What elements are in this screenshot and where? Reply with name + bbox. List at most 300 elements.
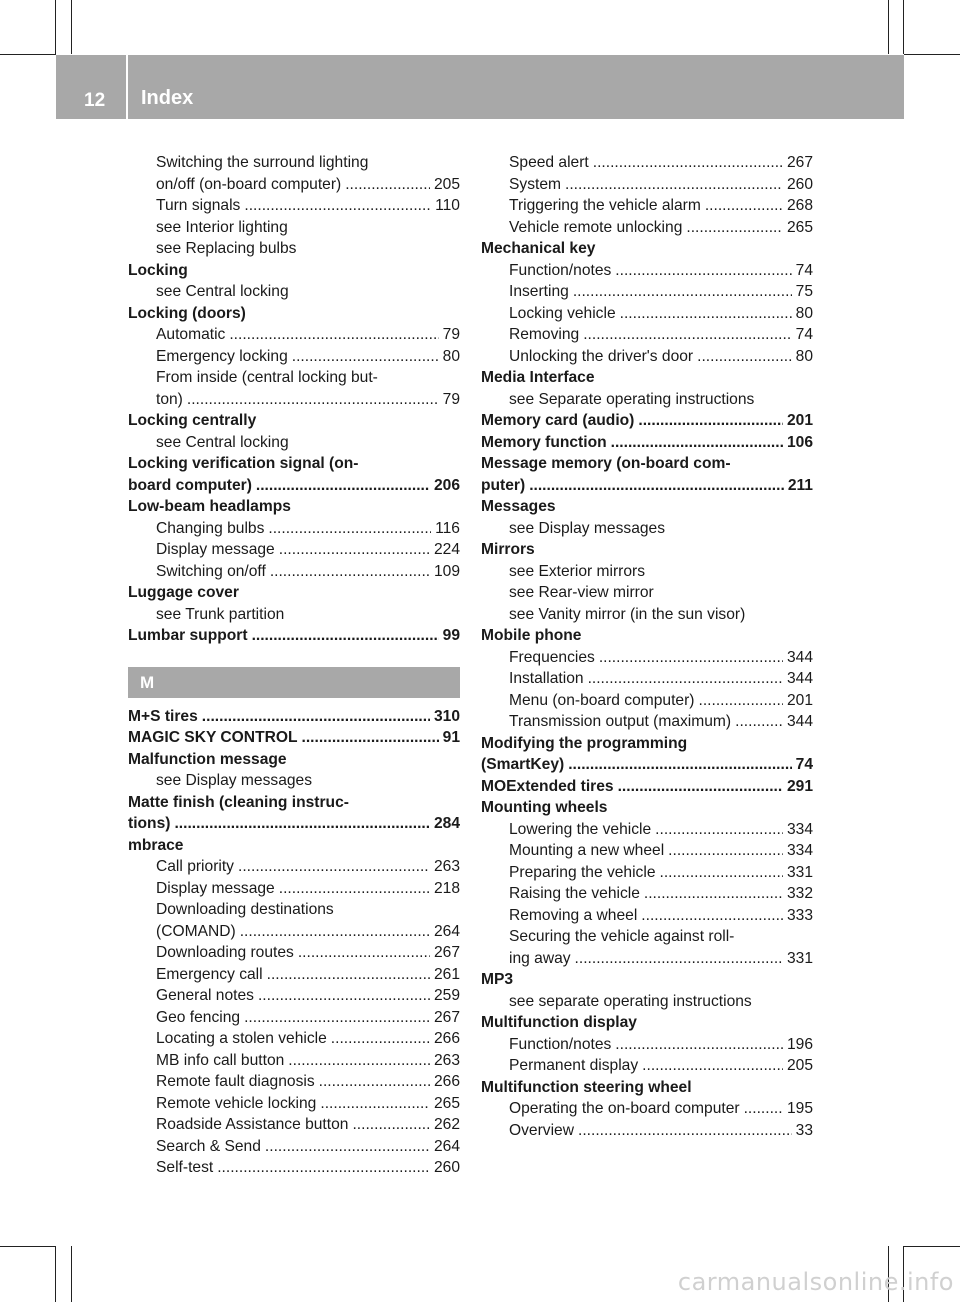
page-reference: 333 xyxy=(786,906,813,924)
page-reference: 99 xyxy=(442,627,460,644)
index-subentry xyxy=(128,539,460,561)
entry-text: Modifying the programming xyxy=(481,734,688,752)
dot-leader xyxy=(229,324,438,346)
index-entry xyxy=(481,797,813,819)
entry-text: Menu (on-board computer) xyxy=(509,691,695,709)
entry-text: ton) xyxy=(156,390,183,408)
index-subentry xyxy=(481,518,813,540)
entry-text: Locking verification signal (on- xyxy=(128,455,359,472)
entry-text: Speed alert xyxy=(509,154,589,171)
index-subentry xyxy=(128,174,460,196)
index-entry xyxy=(128,749,460,771)
index-subentry xyxy=(128,1157,460,1179)
section-letter: M xyxy=(140,672,155,692)
dot-leader xyxy=(583,324,791,346)
entry-text: see Central locking xyxy=(156,283,289,300)
index-subentry xyxy=(481,174,813,196)
index-subentry xyxy=(128,432,460,454)
index-subentry xyxy=(128,770,460,792)
entry-text: see Interior lighting xyxy=(156,218,288,236)
page-reference: 344 xyxy=(786,670,813,687)
entry-text: Multifunction steering wheel xyxy=(481,1078,692,1096)
entry-text: Downloading destinations xyxy=(156,901,334,918)
dot-leader xyxy=(638,410,783,432)
page-reference: 331 xyxy=(786,949,813,967)
page-reference: 206 xyxy=(433,476,460,494)
entry-text: see Separate operating instructions xyxy=(509,390,755,408)
entry-text: General notes xyxy=(156,987,254,1004)
page-reference: 264 xyxy=(433,1137,460,1155)
index-subentry xyxy=(481,281,813,303)
entry-text: see separate operating instructions xyxy=(509,992,752,1010)
index-subentry xyxy=(128,367,460,389)
index-subentry xyxy=(128,518,460,540)
dot-leader xyxy=(320,1093,430,1115)
entry-text: Memory card (audio) xyxy=(481,412,635,429)
dot-leader xyxy=(642,1055,783,1077)
index-subentry xyxy=(128,281,460,303)
entry-text: puter) xyxy=(481,476,526,494)
page-reference: 110 xyxy=(435,197,460,214)
page-reference: 109 xyxy=(433,562,460,580)
page-reference: 291 xyxy=(786,777,813,795)
entry-text: Remote fault diagnosis xyxy=(156,1073,315,1090)
entry-text: Emergency call xyxy=(156,965,263,983)
index-entry xyxy=(481,496,813,518)
index-subentry xyxy=(481,217,813,239)
page-reference: 334 xyxy=(786,842,813,859)
dot-leader xyxy=(267,964,430,986)
page-reference: 267 xyxy=(433,1008,460,1026)
entry-text: Vehicle remote unlocking xyxy=(509,218,683,236)
index-subentry xyxy=(481,1098,813,1120)
entry-text: Call priority xyxy=(156,858,234,875)
index-subentry xyxy=(481,604,813,626)
entry-text: Multifunction display xyxy=(481,1014,637,1031)
entry-text: System xyxy=(509,175,561,193)
dot-leader xyxy=(686,217,783,239)
entry-text: Locking vehicle xyxy=(509,304,616,322)
crop-mark xyxy=(0,54,56,55)
entry-text: MAGIC SKY CONTROL xyxy=(128,729,298,746)
entry-text: Locking xyxy=(128,261,188,279)
entry-text: Roadside Assistance button xyxy=(156,1116,349,1133)
index-subentry xyxy=(128,604,460,626)
page-reference: 262 xyxy=(433,1116,460,1133)
entry-text: see Vanity mirror (in the sun visor) xyxy=(509,605,746,623)
entry-text: Unlocking the driver's door xyxy=(509,347,694,365)
entry-text: Emergency locking xyxy=(156,347,288,365)
dot-leader xyxy=(244,1007,430,1029)
index-subentry xyxy=(128,1136,460,1158)
page-reference: 224 xyxy=(433,541,460,558)
entry-text: Locating a stolen vehicle xyxy=(156,1030,327,1047)
index-entry xyxy=(128,475,460,497)
entry-text: Mounting a new wheel xyxy=(509,842,665,859)
page-reference: 267 xyxy=(786,154,813,171)
dot-leader xyxy=(644,883,783,905)
page-reference: 74 xyxy=(795,326,813,343)
entry-text: Removing a wheel xyxy=(509,906,638,924)
index-entry xyxy=(128,625,460,647)
index-subentry xyxy=(481,561,813,583)
page-reference: 80 xyxy=(442,347,460,365)
dot-leader xyxy=(258,985,430,1007)
index-subentry xyxy=(481,668,813,690)
entry-text: Removing xyxy=(509,326,580,343)
page-reference: 334 xyxy=(786,820,813,838)
entry-text: on/off (on-board computer) xyxy=(156,175,342,193)
entry-text: MP3 xyxy=(481,971,514,988)
dot-leader xyxy=(279,539,430,561)
index-entry xyxy=(128,813,460,835)
entry-text: Installation xyxy=(509,670,584,687)
page-reference: 265 xyxy=(786,218,813,236)
entry-text: Matte finish (cleaning instruc- xyxy=(128,793,349,811)
page-reference: 205 xyxy=(433,175,460,193)
dot-leader xyxy=(279,878,430,900)
entry-text: see Exterior mirrors xyxy=(509,562,646,580)
index-subentry xyxy=(481,582,813,604)
entry-text: Display message xyxy=(156,541,275,558)
index-entry xyxy=(481,432,813,454)
index-entry xyxy=(128,727,460,749)
entry-text: mbrace xyxy=(128,836,184,854)
page-reference: 106 xyxy=(786,433,813,451)
entry-text: Switching the surround lighting xyxy=(156,154,369,171)
index-entry xyxy=(128,453,460,475)
index-subentry xyxy=(481,152,813,174)
dot-leader xyxy=(244,195,431,217)
index-subentry xyxy=(481,862,813,884)
index-subentry xyxy=(128,856,460,878)
index-subentry xyxy=(481,905,813,927)
page-reference: 266 xyxy=(433,1073,460,1090)
dot-leader xyxy=(319,1071,430,1093)
entry-text: Luggage cover xyxy=(128,584,239,601)
entry-text: see Rear-view mirror xyxy=(509,584,654,601)
index-entry xyxy=(128,792,460,814)
entry-text: Lowering the vehicle xyxy=(509,820,652,838)
entry-text: Geo fencing xyxy=(156,1008,241,1026)
entry-text: Transmission output (maximum) xyxy=(509,713,732,730)
dot-leader xyxy=(705,195,783,217)
entry-text: Permanent display xyxy=(509,1057,639,1074)
dot-leader xyxy=(529,475,784,497)
index-entry xyxy=(481,410,813,432)
entry-text: Remote vehicle locking xyxy=(156,1094,317,1112)
entry-text: Mounting wheels xyxy=(481,799,608,816)
index-subentry xyxy=(481,346,813,368)
entry-text: Turn signals xyxy=(156,197,241,214)
entry-text: see Display messages xyxy=(156,772,313,789)
dot-leader xyxy=(331,1028,430,1050)
page-reference: 332 xyxy=(786,885,813,902)
entry-text: Switching on/off xyxy=(156,562,266,580)
index-subentry xyxy=(481,883,813,905)
page-reference: 260 xyxy=(433,1159,460,1176)
page-reference: 218 xyxy=(433,879,460,897)
dot-leader xyxy=(202,706,430,728)
index-subentry xyxy=(481,1055,813,1077)
index-subentry xyxy=(128,152,460,174)
index-entry xyxy=(128,835,460,857)
dot-leader xyxy=(615,1034,783,1056)
page-reference: 75 xyxy=(795,283,813,300)
dot-leader xyxy=(599,647,783,669)
entry-text: Messages xyxy=(481,498,556,515)
page-reference: 116 xyxy=(435,519,460,537)
dot-leader xyxy=(238,856,430,878)
entry-text: Frequencies xyxy=(509,648,595,666)
page-reference: 260 xyxy=(786,175,813,193)
entry-text: Mechanical key xyxy=(481,240,596,257)
page-reference: 74 xyxy=(795,261,813,279)
index-subentry xyxy=(128,238,460,260)
page-number: 12 xyxy=(84,90,106,111)
dot-leader xyxy=(660,862,783,884)
section-header xyxy=(128,667,460,698)
index-subentry xyxy=(481,1120,813,1142)
page-reference: 195 xyxy=(786,1100,813,1117)
index-subentry xyxy=(128,195,460,217)
entry-text: Display message xyxy=(156,879,275,897)
entry-text: MB info call button xyxy=(156,1051,285,1069)
index-subentry xyxy=(481,195,813,217)
entry-text: Locking (doors) xyxy=(128,304,246,322)
crop-mark xyxy=(55,1246,56,1302)
index-subentry xyxy=(128,1071,460,1093)
crop-mark xyxy=(903,0,904,54)
page-reference: 344 xyxy=(786,648,813,666)
entry-text: Function/notes xyxy=(509,261,612,279)
dot-leader xyxy=(575,948,783,970)
dot-leader xyxy=(698,690,782,712)
entry-text: see Display messages xyxy=(509,519,666,537)
index-entry xyxy=(128,496,460,518)
page-reference: 211 xyxy=(787,476,813,494)
index-entry xyxy=(128,260,460,282)
index-subentry xyxy=(128,1093,460,1115)
entry-text: Media Interface xyxy=(481,369,595,386)
index-entry xyxy=(128,410,460,432)
dot-leader xyxy=(618,776,783,798)
dot-leader xyxy=(620,303,792,325)
index-subentry xyxy=(481,991,813,1013)
header-divider xyxy=(126,55,128,119)
watermark: carmanualsonline.info xyxy=(677,1268,954,1296)
index-entry xyxy=(128,706,460,728)
entry-text: Malfunction message xyxy=(128,750,287,768)
index-subentry xyxy=(481,926,813,948)
page-reference: 79 xyxy=(442,390,460,408)
index-subentry xyxy=(128,389,460,411)
entry-text: Operating the on-board computer xyxy=(509,1100,740,1117)
dot-leader xyxy=(265,1136,430,1158)
crop-mark xyxy=(71,1246,72,1302)
crop-mark xyxy=(55,0,56,54)
dot-leader xyxy=(252,625,439,647)
entry-text: Automatic xyxy=(156,326,226,343)
index-subentry xyxy=(481,260,813,282)
dot-leader xyxy=(735,711,783,733)
page-reference: 266 xyxy=(433,1030,460,1047)
index-subentry xyxy=(128,1114,460,1136)
dot-leader xyxy=(352,1114,430,1136)
crop-mark xyxy=(71,0,72,54)
page-reference: 91 xyxy=(442,729,460,746)
entry-text: Lumbar support xyxy=(128,627,248,644)
index-entry xyxy=(481,539,813,561)
page-reference: 264 xyxy=(433,922,460,940)
entry-text: Overview xyxy=(509,1121,574,1139)
dot-leader xyxy=(641,905,783,927)
dot-leader xyxy=(288,1050,430,1072)
page-reference: 261 xyxy=(433,965,460,983)
dot-leader xyxy=(697,346,792,368)
index-subentry xyxy=(128,878,460,900)
index-entry xyxy=(481,453,813,475)
index-column-left xyxy=(128,152,460,1179)
index-subentry xyxy=(481,324,813,346)
page-reference: 196 xyxy=(786,1035,813,1053)
page-reference: 267 xyxy=(433,944,460,961)
dot-leader xyxy=(302,727,439,749)
index-entry xyxy=(481,625,813,647)
entry-text: board computer) xyxy=(128,476,252,494)
index-entry xyxy=(481,367,813,389)
entry-text: From inside (central locking but- xyxy=(156,369,378,386)
crop-mark xyxy=(904,1246,960,1247)
index-subentry xyxy=(128,921,460,943)
dot-leader xyxy=(298,942,430,964)
dot-leader xyxy=(615,260,791,282)
crop-mark xyxy=(0,1246,56,1247)
entry-text: Inserting xyxy=(509,283,569,300)
crop-mark xyxy=(888,0,889,54)
entry-text: Mirrors xyxy=(481,541,535,558)
dot-leader xyxy=(573,281,792,303)
entry-text: Mobile phone xyxy=(481,627,582,644)
index-subentry xyxy=(128,1050,460,1072)
entry-text: Memory function xyxy=(481,433,607,451)
index-subentry xyxy=(481,690,813,712)
page-reference: 331 xyxy=(786,863,813,881)
index-subentry xyxy=(128,899,460,921)
index-subentry xyxy=(128,324,460,346)
page-reference: 265 xyxy=(433,1094,460,1112)
index-entry xyxy=(481,733,813,755)
dot-leader xyxy=(668,840,783,862)
page-reference: 201 xyxy=(786,412,813,429)
dot-leader xyxy=(292,346,439,368)
entry-text: Search & Send xyxy=(156,1137,261,1155)
page-title: Index xyxy=(141,87,194,109)
dot-leader xyxy=(187,389,439,411)
dot-leader xyxy=(268,518,431,540)
dot-leader xyxy=(217,1157,430,1179)
page-reference: 284 xyxy=(433,815,460,832)
index-subentry xyxy=(128,985,460,1007)
index-entry xyxy=(481,1077,813,1099)
dot-leader xyxy=(655,819,783,841)
dot-leader xyxy=(345,174,430,196)
entry-text: Self-test xyxy=(156,1159,214,1176)
index-subentry xyxy=(128,1007,460,1029)
page-reference: 268 xyxy=(786,197,813,214)
dot-leader xyxy=(240,921,430,943)
index-subentry xyxy=(128,964,460,986)
entry-text: MOExtended tires xyxy=(481,777,614,795)
index-subentry xyxy=(481,711,813,733)
index-subentry xyxy=(128,217,460,239)
entry-text: Raising the vehicle xyxy=(509,885,640,902)
dot-leader xyxy=(578,1120,792,1142)
page-reference: 205 xyxy=(786,1057,813,1074)
page-reference: 33 xyxy=(795,1121,813,1139)
crop-mark xyxy=(904,54,960,55)
dot-leader xyxy=(174,813,430,835)
entry-text: Locking centrally xyxy=(128,412,257,429)
dot-leader xyxy=(270,561,430,583)
entry-text: Preparing the vehicle xyxy=(509,863,656,881)
page-reference: 263 xyxy=(433,1051,460,1069)
entry-text: Low-beam headlamps xyxy=(128,498,291,515)
entry-text: Securing the vehicle against roll- xyxy=(509,928,735,945)
entry-text: see Central locking xyxy=(156,433,289,451)
entry-text: see Replacing bulbs xyxy=(156,240,297,257)
index-subentry xyxy=(481,303,813,325)
entry-text: tions) xyxy=(128,815,171,832)
page-reference: 201 xyxy=(786,691,813,709)
page-reference: 310 xyxy=(433,707,460,725)
entry-text: Function/notes xyxy=(509,1035,612,1053)
index-subentry xyxy=(128,346,460,368)
index-entry xyxy=(481,776,813,798)
page-reference: 344 xyxy=(786,713,813,730)
entry-text: ing away xyxy=(509,949,571,967)
page-reference: 80 xyxy=(795,347,813,365)
dot-leader xyxy=(256,475,430,497)
page-reference: 79 xyxy=(442,326,460,343)
entry-text: Triggering the vehicle alarm xyxy=(509,197,701,214)
entry-text: (SmartKey) xyxy=(481,756,565,773)
page-reference: 259 xyxy=(433,987,460,1004)
entry-text: Changing bulbs xyxy=(156,519,265,537)
page-reference: 263 xyxy=(433,858,460,875)
page-reference: 74 xyxy=(795,756,813,773)
index-subentry xyxy=(481,1034,813,1056)
index-entry xyxy=(481,475,813,497)
entry-text: Downloading routes xyxy=(156,944,294,961)
index-subentry xyxy=(128,561,460,583)
index-entry xyxy=(481,969,813,991)
index-entry xyxy=(481,238,813,260)
dot-leader xyxy=(565,174,783,196)
index-column-right xyxy=(481,152,813,1141)
dot-leader xyxy=(593,152,783,174)
index-subentry xyxy=(481,647,813,669)
index-subentry xyxy=(128,1028,460,1050)
dot-leader xyxy=(568,754,791,776)
index-entry xyxy=(481,1012,813,1034)
index-entry xyxy=(128,303,460,325)
entry-text: Message memory (on-board com- xyxy=(481,455,731,472)
index-subentry xyxy=(481,948,813,970)
index-subentry xyxy=(481,389,813,411)
index-subentry xyxy=(128,942,460,964)
dot-leader xyxy=(588,668,783,690)
